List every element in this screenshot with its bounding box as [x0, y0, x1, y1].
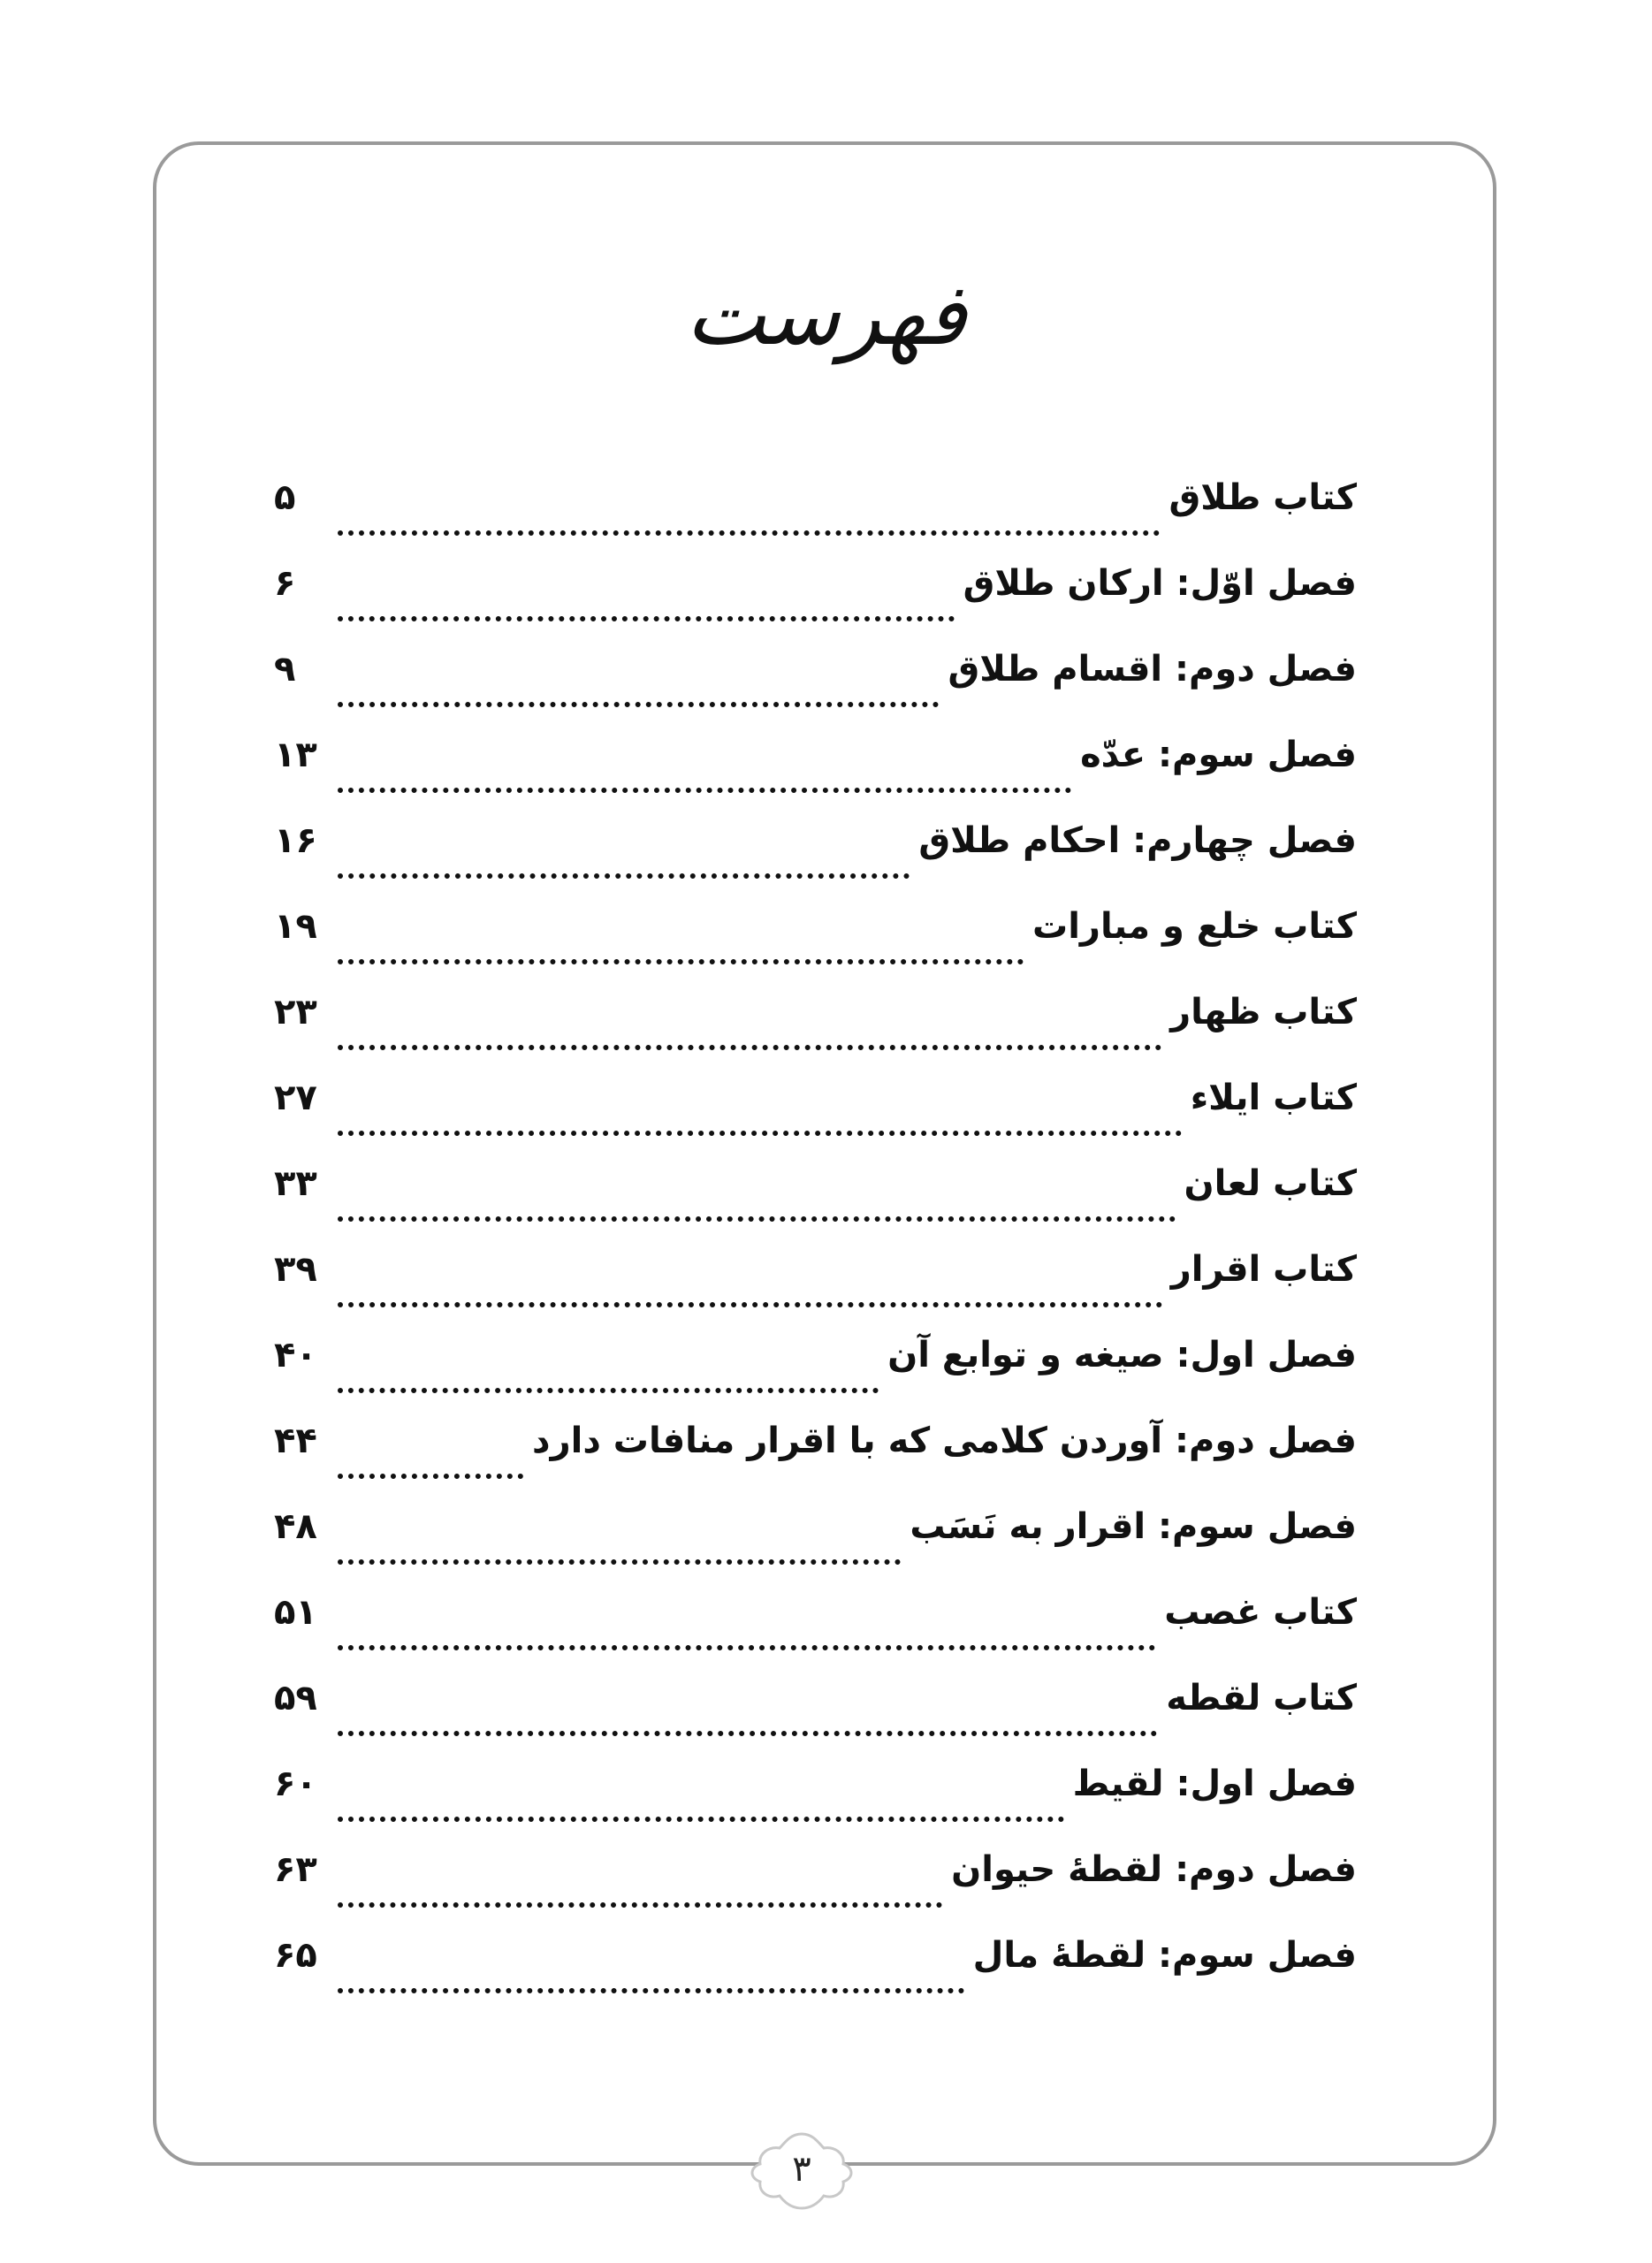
toc-entry[interactable] — [274, 1764, 1357, 1849]
toc-entry[interactable] — [274, 820, 1357, 906]
toc-entry[interactable] — [274, 1163, 1357, 1249]
toc-page-number: ۱۶ — [274, 820, 317, 861]
toc-entry-label: کتاب لقطه — [1166, 1678, 1357, 1718]
toc-entry[interactable] — [274, 1592, 1357, 1678]
toc-entry[interactable] — [274, 992, 1357, 1078]
toc-page-number: ۶۵ — [274, 1935, 317, 1976]
dot-leader — [338, 702, 939, 707]
toc-entry[interactable] — [274, 906, 1357, 992]
toc-entry-label: کتاب خلع و مبارات — [1032, 906, 1357, 947]
dot-leader — [338, 1045, 1161, 1050]
toc-entry[interactable] — [274, 563, 1357, 649]
toc-entry[interactable] — [274, 1849, 1357, 1935]
toc-entry-label: کتاب ایلاء — [1190, 1078, 1357, 1118]
toc-entry-label: فصل سوم: لقطهٔ مال — [972, 1935, 1357, 1976]
dot-leader — [338, 1131, 1182, 1136]
dot-leader — [338, 788, 1071, 793]
dot-leader — [338, 1645, 1155, 1650]
toc-entry-label: کتاب اقرار — [1170, 1249, 1357, 1290]
toc-page-number: ۹ — [274, 649, 296, 690]
dot-leader — [338, 1902, 942, 1908]
toc-page-number: ۲۷ — [274, 1078, 317, 1118]
toc-entry[interactable] — [274, 1678, 1357, 1764]
toc-entry-label: فصل دوم: آوردن کلامی که با اقرار منافات دارد — [532, 1421, 1357, 1461]
dot-leader — [338, 1474, 523, 1479]
dot-leader — [338, 530, 1160, 536]
page-number: ۳ — [792, 2149, 811, 2190]
toc-entry-label: فصل اول: صیغه و توابع آن — [887, 1335, 1357, 1375]
toc-page-number: ۶ — [274, 563, 296, 604]
toc-entry[interactable] — [274, 477, 1357, 563]
toc-page-number: ۴۰ — [274, 1335, 317, 1375]
toc-entry[interactable] — [274, 1078, 1357, 1163]
toc-page-number: ۱۹ — [274, 906, 317, 947]
toc-entry-label: فصل دوم: اقسام طلاق — [948, 649, 1357, 690]
toc-page-number: ۵۱ — [274, 1592, 317, 1633]
dot-leader — [338, 1988, 964, 1993]
page-title: فهرست — [685, 265, 967, 364]
toc-entry-label: فصل چهارم: احکام طلاق — [918, 820, 1357, 861]
toc-entry[interactable] — [274, 649, 1357, 735]
dot-leader — [338, 616, 955, 621]
toc-page-number: ۶۳ — [274, 1849, 317, 1890]
toc-entry-label: کتاب ظهار — [1170, 992, 1357, 1032]
toc-page-number: ۴۴ — [274, 1421, 317, 1461]
toc-entry-label: فصل سوم: عدّه — [1080, 735, 1357, 775]
dot-leader — [338, 1559, 901, 1565]
toc-entry[interactable] — [274, 735, 1357, 820]
toc-page-number: ۶۰ — [274, 1764, 317, 1804]
dot-leader — [338, 1817, 1064, 1822]
toc-page-number: ۵ — [274, 477, 296, 518]
toc-entry[interactable] — [274, 1249, 1357, 1335]
toc-entry-label: کتاب طلاق — [1169, 477, 1357, 518]
toc-page-number: ۴۸ — [274, 1506, 317, 1547]
toc-entry[interactable] — [274, 1935, 1357, 2021]
dot-leader — [338, 1216, 1176, 1222]
dot-leader — [338, 873, 910, 879]
toc-entry-label: کتاب غصب — [1164, 1592, 1357, 1633]
toc-entry[interactable] — [274, 1421, 1357, 1506]
toc-page-number: ۲۳ — [274, 992, 317, 1032]
toc-entry-label: فصل اوّل: ارکان طلاق — [963, 563, 1357, 604]
toc-page-number: ۵۹ — [274, 1678, 317, 1718]
toc-entry-label: کتاب لعان — [1184, 1163, 1357, 1204]
toc-entry[interactable] — [274, 1506, 1357, 1592]
dot-leader — [338, 1302, 1162, 1307]
toc-entry-label: فصل دوم: لقطهٔ حیوان — [951, 1849, 1357, 1890]
table-of-contents — [274, 477, 1357, 2021]
toc-entry[interactable] — [274, 1335, 1357, 1421]
toc-entry-label: فصل اول: لقیط — [1072, 1764, 1357, 1804]
toc-entry-label: فصل سوم: اقرار به نَسَب — [910, 1506, 1357, 1547]
page-number-badge — [744, 2127, 859, 2212]
dot-leader — [338, 1731, 1157, 1736]
toc-page-number: ۳۹ — [274, 1249, 317, 1290]
dot-leader — [338, 1388, 879, 1393]
dot-leader — [338, 959, 1024, 964]
toc-page-number: ۱۳ — [274, 735, 317, 775]
toc-page-number: ۳۳ — [274, 1163, 317, 1204]
